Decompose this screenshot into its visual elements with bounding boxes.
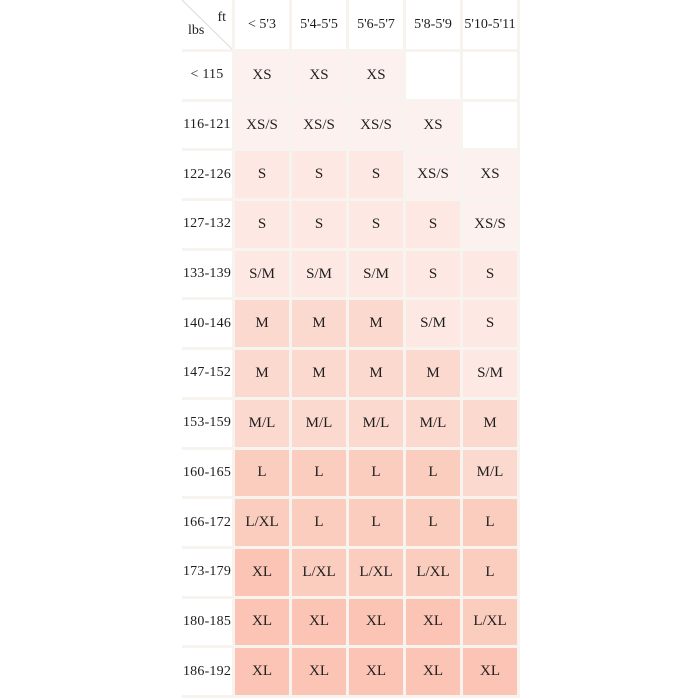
weight-label: 122-126 bbox=[182, 151, 235, 201]
size-cell: L bbox=[406, 499, 463, 549]
size-cell: M/L bbox=[349, 400, 406, 450]
weight-label: 153-159 bbox=[182, 400, 235, 450]
table-row bbox=[182, 499, 520, 549]
size-cell: XL bbox=[292, 599, 349, 649]
size-cell: S/M bbox=[406, 300, 463, 350]
size-cell: M/L bbox=[235, 400, 292, 450]
weight-label: 116-121 bbox=[182, 102, 235, 152]
table-row bbox=[182, 251, 520, 301]
table-row bbox=[182, 549, 520, 599]
size-cell: L bbox=[406, 450, 463, 500]
size-cell: S/M bbox=[292, 251, 349, 301]
size-cell: S/M bbox=[349, 251, 406, 301]
table-row bbox=[182, 350, 520, 400]
size-cell: M bbox=[406, 350, 463, 400]
size-cell: L bbox=[292, 499, 349, 549]
size-cell: S bbox=[406, 201, 463, 251]
chart-body bbox=[182, 52, 520, 698]
size-cell: L/XL bbox=[292, 549, 349, 599]
size-cell: L/XL bbox=[463, 599, 520, 649]
size-cell: L/XL bbox=[349, 549, 406, 599]
weight-label: 133-139 bbox=[182, 251, 235, 301]
size-cell: L bbox=[463, 499, 520, 549]
weight-label: 173-179 bbox=[182, 549, 235, 599]
size-cell: S/M bbox=[463, 350, 520, 400]
size-cell: S bbox=[463, 300, 520, 350]
size-cell bbox=[406, 52, 463, 102]
height-header: 5'10-5'11 bbox=[463, 0, 520, 52]
weight-label: 140-146 bbox=[182, 300, 235, 350]
size-cell: XL bbox=[406, 599, 463, 649]
table-row bbox=[182, 52, 520, 102]
size-cell: XL bbox=[349, 648, 406, 698]
size-cell: S/M bbox=[235, 251, 292, 301]
size-cell: L bbox=[349, 499, 406, 549]
size-cell: S bbox=[463, 251, 520, 301]
table-row bbox=[182, 300, 520, 350]
size-cell: XL bbox=[463, 648, 520, 698]
size-cell: XL bbox=[235, 549, 292, 599]
size-cell: S bbox=[292, 201, 349, 251]
weight-label: 160-165 bbox=[182, 450, 235, 500]
corner-header bbox=[182, 0, 235, 52]
size-cell: L/XL bbox=[406, 549, 463, 599]
weight-label: 147-152 bbox=[182, 350, 235, 400]
weight-label: < 115 bbox=[182, 52, 235, 102]
size-cell: XL bbox=[235, 599, 292, 649]
weight-label: 186-192 bbox=[182, 648, 235, 698]
size-cell: L/XL bbox=[235, 499, 292, 549]
size-cell: M bbox=[235, 350, 292, 400]
size-cell: S bbox=[235, 151, 292, 201]
size-cell: XL bbox=[406, 648, 463, 698]
size-cell: M bbox=[463, 400, 520, 450]
table-row bbox=[182, 450, 520, 500]
size-cell: S bbox=[349, 201, 406, 251]
size-cell: M/L bbox=[463, 450, 520, 500]
size-chart-table bbox=[182, 0, 520, 698]
size-cell: S bbox=[235, 201, 292, 251]
size-cell: L bbox=[463, 549, 520, 599]
table-row bbox=[182, 400, 520, 450]
size-cell: XS/S bbox=[406, 151, 463, 201]
size-cell: S bbox=[292, 151, 349, 201]
weight-label: 166-172 bbox=[182, 499, 235, 549]
weight-label: 127-132 bbox=[182, 201, 235, 251]
size-cell: L bbox=[235, 450, 292, 500]
size-cell: XL bbox=[349, 599, 406, 649]
size-cell: XS/S bbox=[292, 102, 349, 152]
size-cell bbox=[463, 102, 520, 152]
size-cell bbox=[463, 52, 520, 102]
size-cell: M bbox=[235, 300, 292, 350]
table-row bbox=[182, 648, 520, 698]
size-cell: XS bbox=[406, 102, 463, 152]
table-row bbox=[182, 201, 520, 251]
table-row bbox=[182, 599, 520, 649]
size-cell: XS bbox=[463, 151, 520, 201]
height-header: 5'8-5'9 bbox=[406, 0, 463, 52]
size-cell: XS/S bbox=[463, 201, 520, 251]
weight-label: 180-185 bbox=[182, 599, 235, 649]
size-cell: XS bbox=[349, 52, 406, 102]
height-unit-label: ft bbox=[217, 10, 226, 25]
size-cell: L bbox=[292, 450, 349, 500]
size-cell: S bbox=[406, 251, 463, 301]
size-cell: XL bbox=[235, 648, 292, 698]
size-cell: XL bbox=[292, 648, 349, 698]
size-cell: XS bbox=[292, 52, 349, 102]
header-row bbox=[182, 0, 520, 52]
table-row bbox=[182, 102, 520, 152]
height-header: 5'4-5'5 bbox=[292, 0, 349, 52]
size-cell: M/L bbox=[292, 400, 349, 450]
height-header: 5'6-5'7 bbox=[349, 0, 406, 52]
size-cell: XS bbox=[235, 52, 292, 102]
size-cell: M/L bbox=[406, 400, 463, 450]
size-cell: M bbox=[349, 300, 406, 350]
weight-unit-label: lbs bbox=[188, 23, 205, 38]
size-cell: M bbox=[292, 350, 349, 400]
size-cell: M bbox=[292, 300, 349, 350]
table-row bbox=[182, 151, 520, 201]
size-cell: XS/S bbox=[235, 102, 292, 152]
size-cell: L bbox=[349, 450, 406, 500]
height-header: < 5'3 bbox=[235, 0, 292, 52]
size-cell: XS/S bbox=[349, 102, 406, 152]
size-cell: M bbox=[349, 350, 406, 400]
size-cell: S bbox=[349, 151, 406, 201]
